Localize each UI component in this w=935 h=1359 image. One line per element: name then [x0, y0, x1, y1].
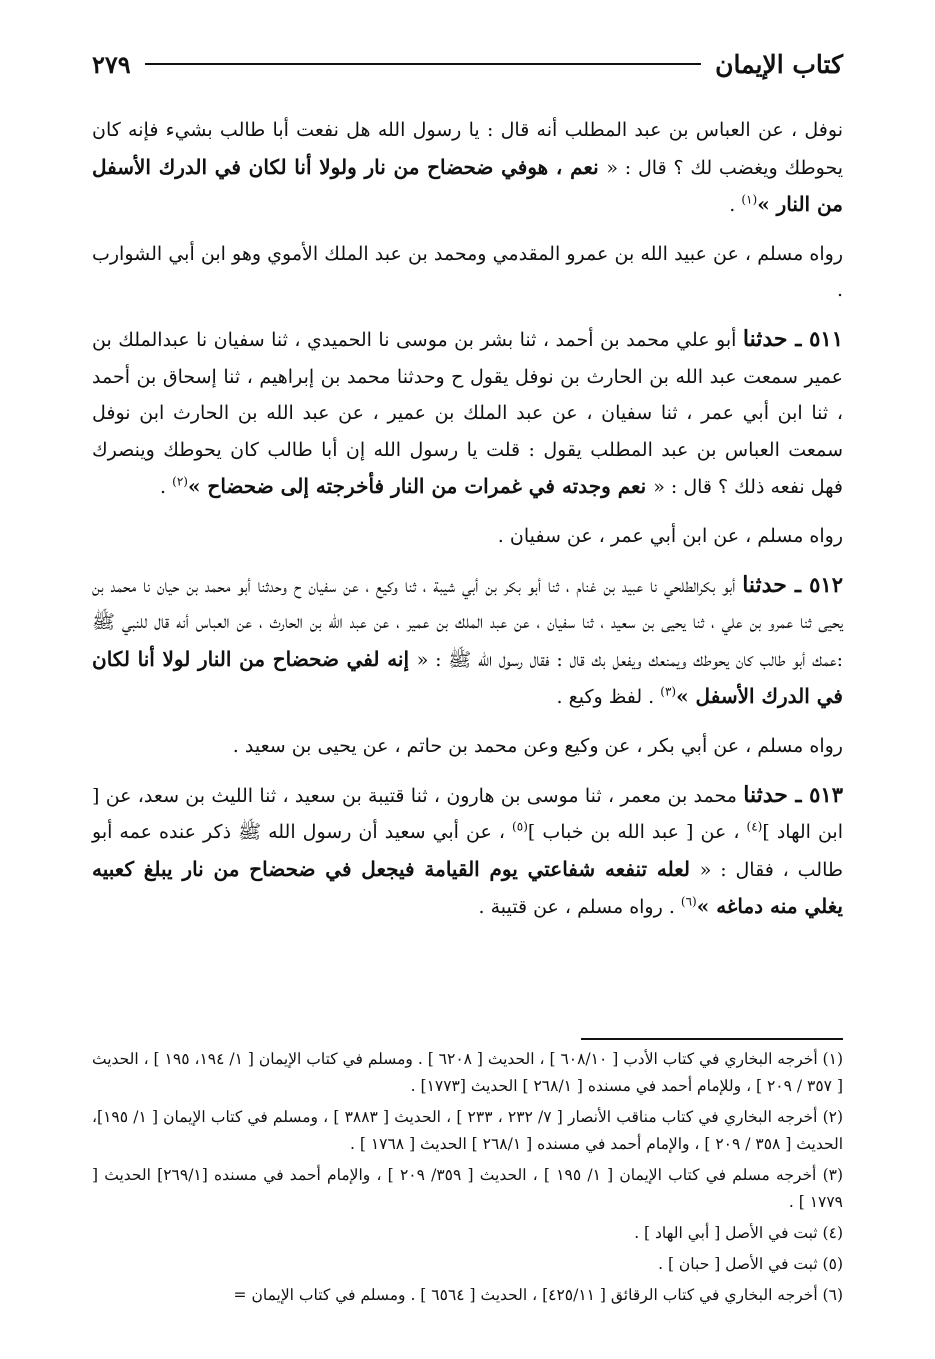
footnote-6: (٦) أخرجه البخاري في كتاب الرقائق [ ٤٢٥/١١] ، الحديث [ ٦٥٦٤ ] . ومسلم في كتاب الإيمان = — [233, 1286, 843, 1304]
page-number: ٢٧٩ — [92, 49, 131, 79]
paragraph-1: نوفل ، عن العباس بن عبد المطلب أنه قال : يا رسول الله هل نفعت أبا طالب بشيء فإنه كان يحوطك ويغضب لك ؟ قال : « نعم ، هوفي ضحضاح من نار ولولا أنا لكان في الدرك الأسفل من النار »$^{(١)}$ . — [92, 119, 843, 217]
footnote-separator — [581, 1038, 843, 1040]
footnote-ref: (٣) — [660, 684, 677, 699]
page-header — [92, 44, 843, 84]
hadith-quote: نعم وجدته في غمرات من النار فأخرجته إلى ضحضاح » — [187, 474, 654, 499]
footnotes — [92, 1046, 843, 1313]
footnote-ref: (٦) — [680, 894, 697, 909]
footnote-2: (٢) أخرجه البخاري في كتاب مناقب الأنصار [ ٧/ ٢٣٢ ، ٢٣٣ ] ، الحديث [ ٣٨٨٣ ] ، ومسلم في كتاب الإيمان [ ١/ ١٩٥]، الحديث [ ٣٥٨ / ٢٠٩ ] ، والإمام أحمد في مسنده [ ٢٦٨/١ ] الحديث [ ١٧٦٨ ] . — [92, 1108, 844, 1153]
running-title: كتاب الإيمان — [715, 49, 843, 79]
footnote-4: (٤) ثبت في الأصل [ أبي الهاد ] . — [634, 1224, 843, 1242]
paragraph-2: رواه مسلم ، عن عبيد الله بن عمرو المقدمي ومحمد بن عبد الملك الأموي وهو ابن أبي الشوارب . — [92, 242, 843, 302]
hadith-513: ٥١٣ ـ حدثنا محمد بن معمر ، ثنا موسى بن هارون ، ثنا قتيبة بن سعيد ، ثنا الليث بن سعد، عن [ ابن الهاد ]$^{(٤)}$ ، عن [ عبد الله بن خباب ]$^{(٥)}$ ، عن أبي سعيد أن رسول الله ﷺ ذكر عنده عمه أبو طالب ، فقال : « لعله تنفعه شفاعتي يوم القيامة فيجعل في ضحضاح من نار يبلغ كعبيه يغلي منه دماغه »$^{(٦)}$ . رواه مسلم ، عن قتيبة . — [92, 781, 843, 919]
footnote-ref: (١) — [741, 192, 758, 207]
footnote-ref: (٥) — [512, 819, 528, 834]
hadith-label: حدثنا — [742, 325, 788, 352]
hadith-number: ٥١٢ ـ — [786, 571, 843, 597]
header-rule — [145, 63, 701, 65]
footnote-5: (٥) ثبت في الأصل [ حبان ] . — [658, 1255, 843, 1273]
footnote-1: (١) أخرجه البخاري في كتاب الأدب [ ٦٠٨/١٠ ] ، الحديث [ ٦٢٠٨ ] . ومسلم في كتاب الإيمان [ ١/ ١٩٤، ١٩٥ ] ، الحديث [ ٣٥٧ / ٢٠٩ ] ، وللإمام أحمد في مسنده [ ٢٦٨/١ ] الحديث [١٧٧٣] . — [92, 1050, 843, 1095]
footnote-ref: (٤) — [746, 819, 763, 834]
hadith-label: حدثنا — [743, 781, 788, 808]
hadith-quote: لعله تنفعه شفاعتي يوم القيامة فيجعل في ضحضاح من نار يبلغ كعبيه يغلي منه دماغه » — [92, 856, 843, 919]
paragraph-4: رواه مسلم ، عن ابن أبي عمر ، عن سفيان . — [497, 524, 843, 547]
paragraph-6: رواه مسلم ، عن أبي بكر ، عن وكيع وعن محمد بن حاتم ، عن يحيى بن سعيد . — [232, 734, 843, 757]
footnote-3: (٣) أخرجه مسلم في كتاب الإيمان [ ١/ ١٩٥ ] ، الحديث [ ٣٥٩/ ٢٠٩ ] ، والإمام أحمد في مسنده [٢٦٩/١] الحديث [ ١٧٧٩ ] . — [92, 1166, 844, 1211]
hadith-number: ٥١١ ـ — [787, 325, 843, 351]
hadith-quote: إنه لفي ضحضاح من النار لولا أنا لكان في الدرك الأسفل » — [92, 646, 843, 709]
hadith-quote: نعم ، هوفي ضحضاح من نار ولولا أنا لكان في الدرك الأسفل من النار » — [92, 154, 843, 217]
hadith-number: ٥١٣ ـ — [787, 781, 843, 807]
main-text — [92, 112, 843, 938]
footnote-ref: (٢) — [172, 475, 188, 490]
hadith-512: ٥١٢ ـ حدثنا أبو بكرالطلحي نا عبيد بن غنام ، ثنا أبو بكر بن أبي شيبة ، ثنا وكيع ، عن سفيان ح وحدثنا أبو محمد بن حيان نا محمد بن يحيى ثنا عمرو بن علي ، ثنا يحيى بن سعيد ، ثنا سفيان ، عن عبد الملك بن عمير ، عن عبد الله بن الحارث ، عن العباس أنه قال للنبي ﷺ :عمك أبو طالب كان يحوطك ويمنعك ويفعل بك قال : فقال رسول الله ﷺ : « إنه لفي ضحضاح من النار لولا أنا لكان في الدرك الأسفل »$^{(٣)}$ . لفظ وكيع . — [92, 571, 844, 709]
hadith-label: حدثنا — [742, 571, 787, 598]
hadith-511: ٥١١ ـ حدثنا أبو علي محمد بن أحمد ، ثنا بشر بن موسى نا الحميدي ، ثنا سفيان نا عبدالملك بن عمير سمعت عبد الله بن الحارث بن نوفل يقول ح وحدثنا محمد بن إبراهيم ، ثنا إسحاق بن أحمد ، ثنا ابن أبي عمر ، ثنا سفيان ، عن عبد الملك بن عمير ، عن عبد الله بن الحارث ابن نوفل سمعت العباس بن عبد المطلب يقول : قلت يا رسول الله إن أبا طالب كان يحوطك وينصرك فهل نفعه ذلك ؟ قال : « نعم وجدته في غمرات من النار فأخرجته إلى ضحضاح »$^{(٢)}$ . — [92, 325, 843, 499]
